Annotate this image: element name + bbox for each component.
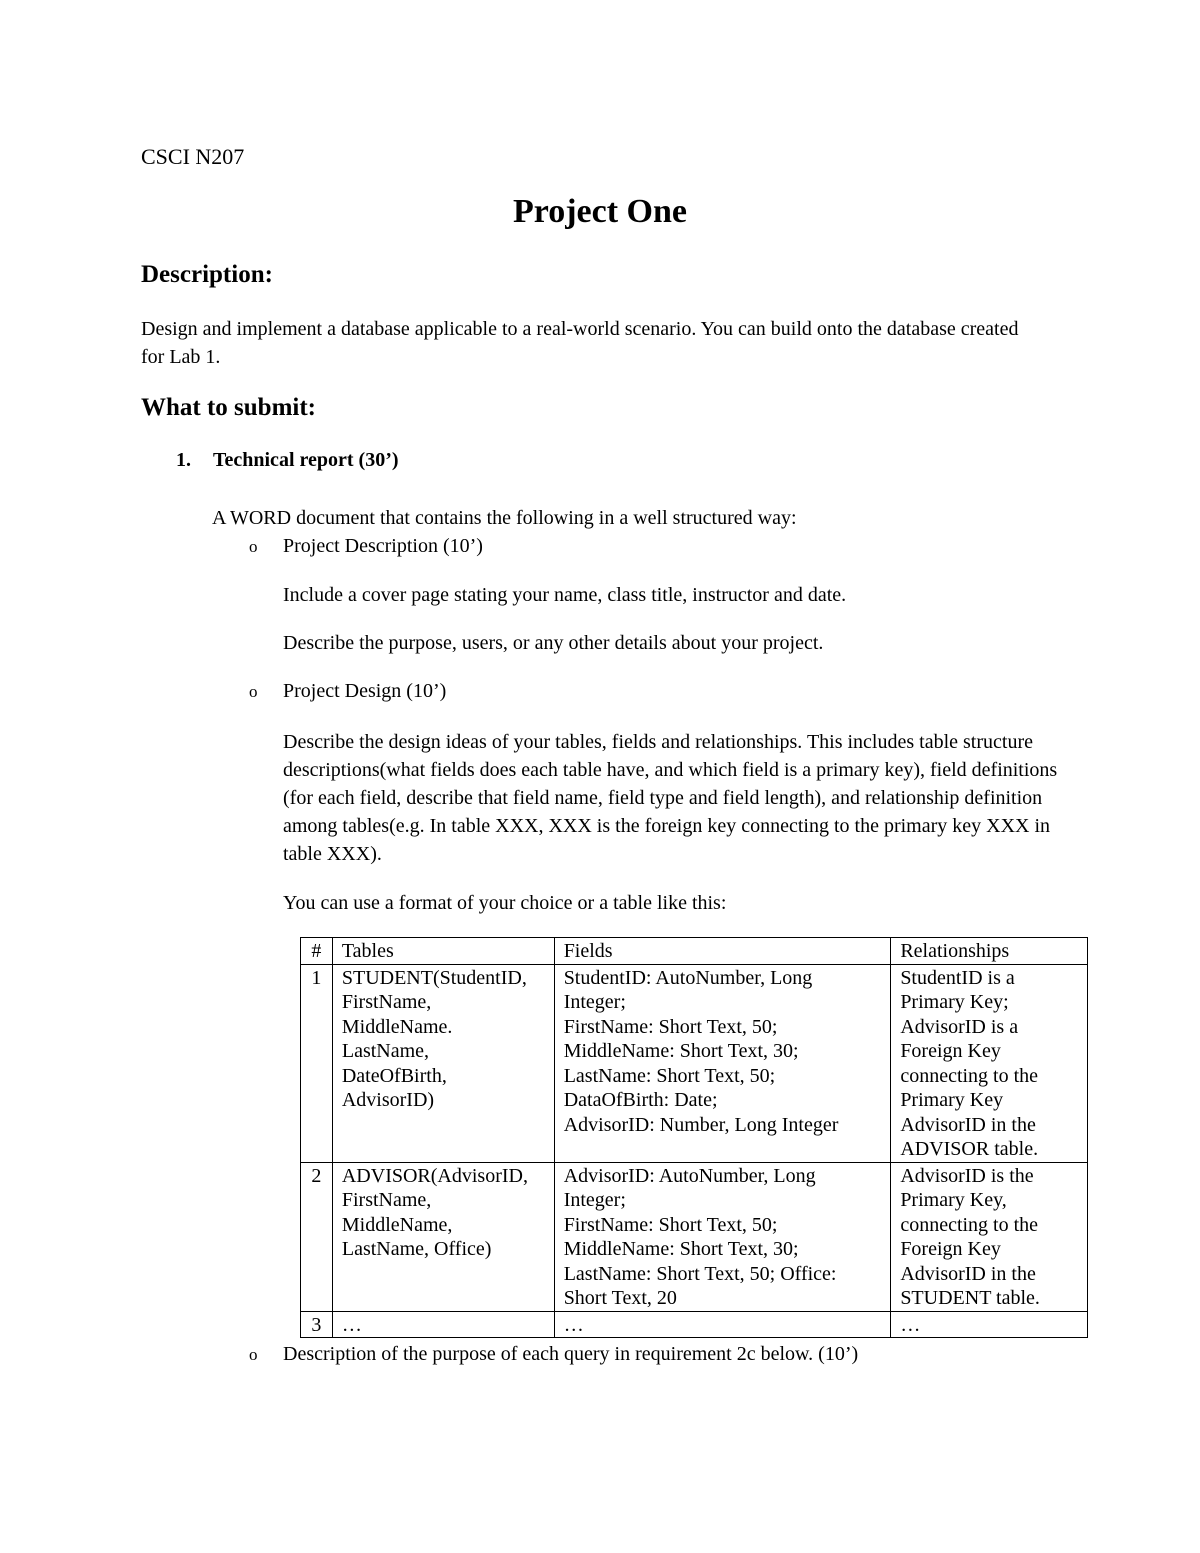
row-number: 3	[301, 1311, 333, 1338]
fields-line: DataOfBirth: Date;	[563, 1089, 718, 1111]
table-row	[301, 1162, 1088, 1311]
design-table	[300, 937, 1088, 1338]
format-paragraph: You can use a format of your choice or a table like this:	[283, 892, 727, 914]
row-number: 1	[301, 964, 333, 1162]
cell-tables	[332, 964, 554, 1162]
header-tables: Tables	[332, 938, 554, 965]
course-code: CSCI N207	[141, 144, 245, 169]
report-intro: A WORD document that contains the following in a well structured way:	[212, 507, 797, 529]
tables-line: ADVISOR(AdvisorID,	[341, 1164, 528, 1187]
relationships-line: StudentID is a	[900, 966, 1015, 989]
fields-line: LastName: Short Text, 50;	[563, 1064, 776, 1087]
relationships-line: AdvisorID is the	[900, 1164, 1034, 1187]
fields-line: MiddleName: Short Text, 30;	[563, 1040, 799, 1062]
tables-line: STUDENT(StudentID,	[341, 966, 527, 989]
bullet-query-description: Description of the purpose of each query in requirement 2c below. (10’)	[283, 1343, 859, 1365]
cover-page-paragraph: Include a cover page stating your name, class title, instructor and date.	[283, 584, 847, 606]
bullet-project-design: Project Design (10’)	[283, 680, 447, 702]
relationships-line: Foreign Key	[900, 1040, 1001, 1062]
bullet-marker: o	[249, 537, 258, 556]
relationships-line: STUDENT table.	[900, 1287, 1040, 1309]
header-relationships: Relationships	[891, 938, 1088, 965]
tables-line: FirstName,	[341, 1189, 432, 1211]
fields-line: Integer;	[563, 1189, 626, 1211]
what-to-submit-heading: What to submit:	[141, 394, 317, 421]
tables-line: …	[341, 1313, 362, 1336]
fields-line: AdvisorID: AutoNumber, Long	[563, 1164, 816, 1187]
fields-line: FirstName: Short Text, 50;	[563, 1213, 778, 1236]
design-paragraph: Describe the design ideas of your tables, fields and relationships. This includes table structure descriptions(what fields does each table have, and which field is a primary key), field definitions (for each field, describe that field name, field type and field length), and relationship definition among tables(e.g. In table XXX, XXX is the foreign key connecting to the primary key XXX in table XXX).	[283, 731, 1058, 865]
row-number: 2	[301, 1162, 333, 1311]
fields-line: FirstName: Short Text, 50;	[563, 1015, 778, 1038]
fields-line: LastName: Short Text, 50; Office:	[563, 1262, 837, 1285]
page-title: Project One	[512, 193, 688, 230]
purpose-paragraph: Describe the purpose, users, or any other details about your project.	[283, 632, 824, 654]
cell-relationships	[891, 1311, 1088, 1338]
relationships-line: AdvisorID in the	[900, 1262, 1036, 1285]
bullet-marker: o	[249, 1345, 258, 1364]
cell-fields	[554, 964, 891, 1162]
relationships-line: AdvisorID is a	[900, 1015, 1019, 1038]
fields-line: Integer;	[563, 991, 626, 1013]
tables-line: AdvisorID)	[341, 1089, 435, 1111]
fields-line: Short Text, 20	[563, 1287, 677, 1309]
table-row	[301, 1311, 1088, 1338]
technical-report-label: Technical report (30’)	[213, 449, 399, 471]
cell-tables	[332, 1311, 554, 1338]
tables-line: MiddleName.	[341, 1015, 453, 1038]
relationships-line: …	[900, 1313, 921, 1336]
bullet-marker: o	[249, 682, 258, 701]
relationships-line: Primary Key;	[900, 991, 1009, 1013]
header-number: #	[301, 938, 333, 965]
tables-line: FirstName,	[341, 991, 432, 1013]
relationships-line: connecting to the	[900, 1213, 1039, 1236]
tables-line: DateOfBirth,	[341, 1064, 447, 1087]
fields-line: …	[563, 1313, 584, 1336]
relationships-line: Primary Key,	[900, 1189, 1007, 1211]
tables-line: LastName,	[341, 1040, 430, 1062]
relationships-line: connecting to the	[900, 1064, 1039, 1087]
tables-line: MiddleName,	[341, 1213, 453, 1236]
relationships-line: ADVISOR table.	[900, 1138, 1039, 1160]
fields-line: MiddleName: Short Text, 30;	[563, 1238, 799, 1260]
description-text: Design and implement a database applicable to a real-world scenario. You can build onto the database created for Lab 1.	[141, 318, 1019, 368]
relationships-line: AdvisorID in the	[900, 1113, 1036, 1136]
cell-tables	[332, 1162, 554, 1311]
cell-fields	[554, 1311, 891, 1338]
bullet-project-description: Project Description (10’)	[283, 535, 483, 557]
cell-relationships	[891, 964, 1088, 1162]
description-heading: Description:	[141, 261, 273, 288]
header-fields: Fields	[554, 938, 891, 965]
cell-fields	[554, 1162, 891, 1311]
fields-line: StudentID: AutoNumber, Long	[563, 966, 813, 989]
relationships-line: Primary Key	[900, 1089, 1004, 1111]
table-row	[301, 964, 1088, 1162]
table-header-row	[301, 938, 1088, 965]
cell-relationships	[891, 1162, 1088, 1311]
tables-line: LastName, Office)	[341, 1238, 492, 1260]
relationships-line: Foreign Key	[900, 1238, 1001, 1260]
list-number: 1.	[176, 449, 191, 471]
fields-line: AdvisorID: Number, Long Integer	[563, 1113, 839, 1136]
